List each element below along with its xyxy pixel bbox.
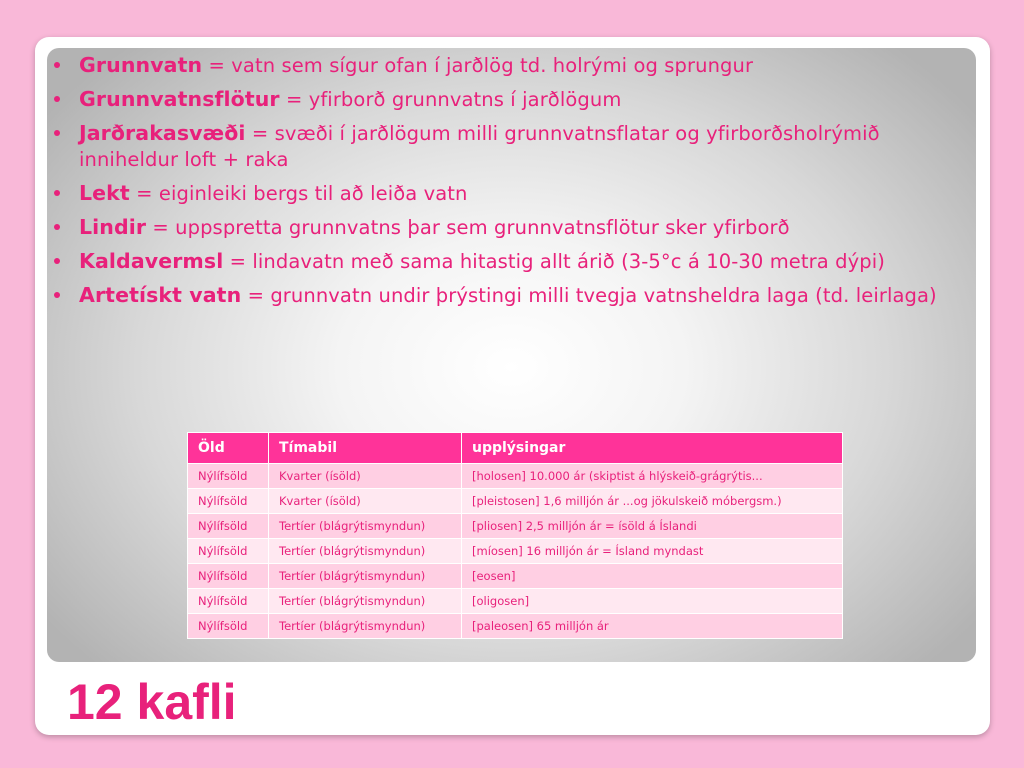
table-cell: Tertíer (blágrýtismyndun) [269, 514, 462, 539]
definition-item [47, 180, 976, 207]
definition-term: Artetískt vatn [79, 283, 242, 307]
table-cell: Nýlífsöld [188, 589, 269, 614]
bullet-icon [54, 96, 60, 102]
bullet-icon [54, 62, 60, 68]
slide-title: 12 kafli [67, 674, 237, 730]
table-cell: [eosen] [462, 564, 843, 589]
table-row [188, 614, 843, 639]
bullet-icon [54, 224, 60, 230]
table-row [188, 489, 843, 514]
bullet-icon [54, 292, 60, 298]
table-cell: Kvarter (ísöld) [269, 464, 462, 489]
definition-term: Grunnvatnsflötur [79, 87, 280, 111]
definition-text: = vatn sem sígur ofan í jarðlög td. holrými og sprungur [202, 54, 754, 77]
table-cell: Nýlífsöld [188, 514, 269, 539]
table-row [188, 589, 843, 614]
definition-text: = svæði í jarðlögum milli grunnvatnsflatar og yfirborðsholrýmið inniheldur loft + raka [79, 122, 880, 171]
bullet-icon [54, 190, 60, 196]
definition-list [47, 52, 976, 316]
definition-text: = eiginleiki bergs til að leiða vatn [129, 182, 468, 205]
definition-text: = grunnvatn undir þrýstingi milli tvegja vatnsheldra laga (td. leirlaga) [241, 284, 937, 307]
definition-item [47, 282, 976, 309]
table-cell: Tertíer (blágrýtismyndun) [269, 564, 462, 589]
geological-era-table [187, 432, 843, 639]
definition-term: Jarðrakasvæði [79, 121, 246, 145]
definition-term: Lindir [79, 215, 147, 239]
table-header-row [188, 433, 843, 464]
bullet-icon [54, 130, 60, 136]
table-cell: [paleosen] 65 milljón ár [462, 614, 843, 639]
table-cell: Nýlífsöld [188, 614, 269, 639]
slide-content-panel [47, 48, 976, 662]
table-row [188, 539, 843, 564]
definition-item [47, 214, 976, 241]
table-cell: Nýlífsöld [188, 564, 269, 589]
table-row [188, 464, 843, 489]
table-cell: Tertíer (blágrýtismyndun) [269, 614, 462, 639]
column-header-era: Öld [188, 433, 269, 464]
definition-text: = lindavatn með sama hitastig allt árið (3-5°c á 10-30 metra dýpi) [223, 250, 885, 273]
definition-term: Kaldavermsl [79, 249, 224, 273]
table-cell: [míosen] 16 milljón ár = Ísland myndast [462, 539, 843, 564]
definition-item [47, 86, 976, 113]
table-cell: [holosen] 10.000 ár (skiptist á hlýskeið-grágrýtis... [462, 464, 843, 489]
table-cell: Nýlífsöld [188, 489, 269, 514]
table-row [188, 564, 843, 589]
table-cell: [oligosen] [462, 589, 843, 614]
definition-item [47, 120, 976, 173]
table-cell: [pleistosen] 1,6 milljón ár ...og jökulskeið móbergsm.) [462, 489, 843, 514]
definition-item [47, 52, 976, 79]
table-cell: Nýlífsöld [188, 464, 269, 489]
table-cell: Kvarter (ísöld) [269, 489, 462, 514]
definition-text: = yfirborð grunnvatns í jarðlögum [279, 88, 622, 111]
table-cell: Nýlífsöld [188, 539, 269, 564]
table-cell: Tertíer (blágrýtismyndun) [269, 589, 462, 614]
definition-text: = uppspretta grunnvatns þar sem grunnvatnsflötur sker yfirborð [146, 216, 790, 239]
table-row [188, 514, 843, 539]
table-cell: [pliosen] 2,5 milljón ár = ísöld á Íslandi [462, 514, 843, 539]
column-header-period: Tímabil [269, 433, 462, 464]
definition-item [47, 248, 976, 275]
definition-term: Lekt [79, 181, 130, 205]
table-cell: Tertíer (blágrýtismyndun) [269, 539, 462, 564]
bullet-icon [54, 258, 60, 264]
column-header-info: upplýsingar [462, 433, 843, 464]
definition-term: Grunnvatn [79, 53, 203, 77]
